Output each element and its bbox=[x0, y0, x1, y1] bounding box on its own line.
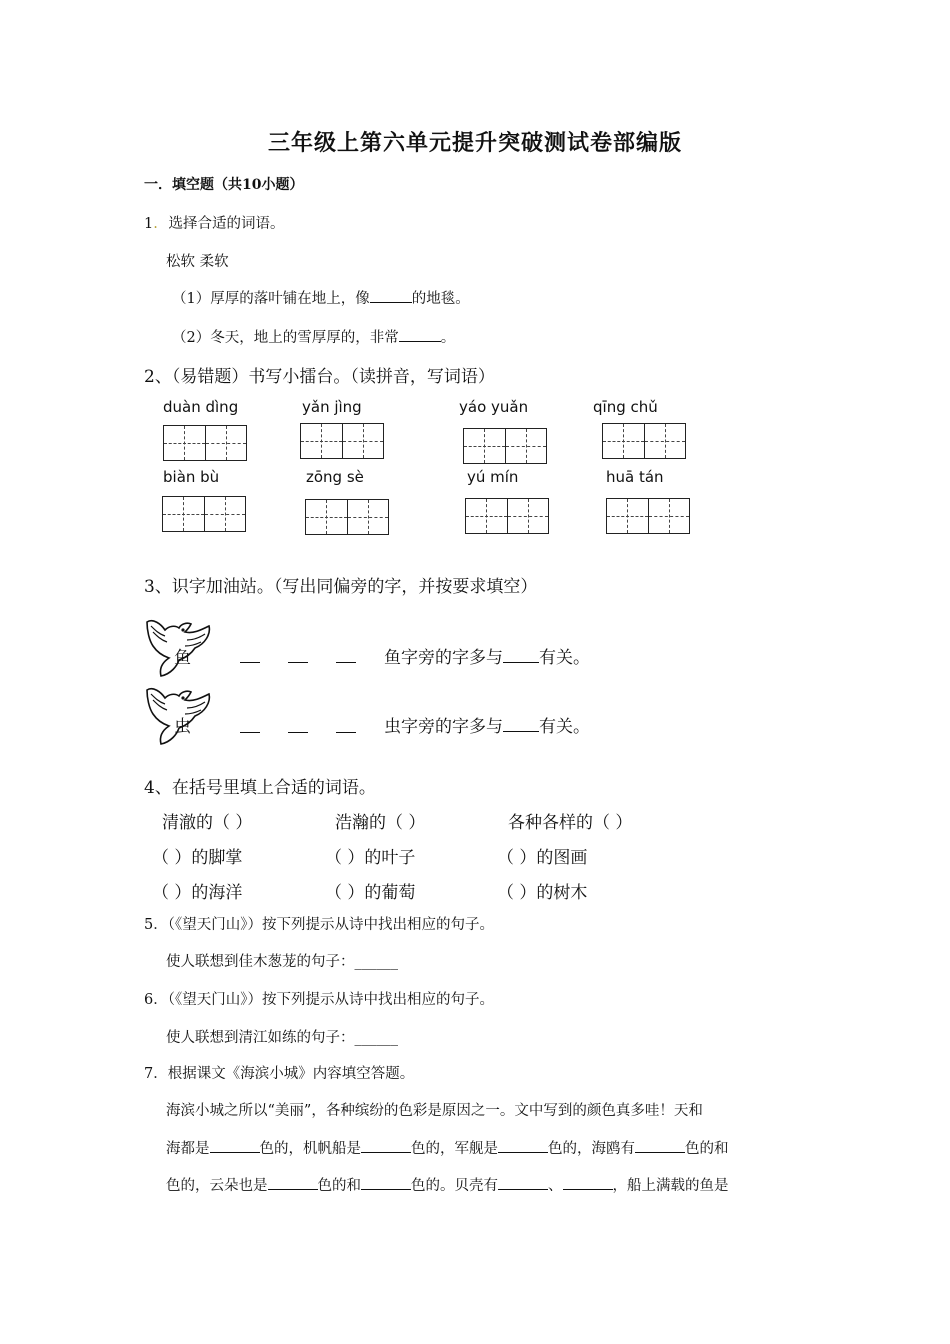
answer-blank[interactable] bbox=[498, 1138, 548, 1153]
answer-blank[interactable] bbox=[240, 662, 260, 663]
answer-blank[interactable] bbox=[288, 732, 308, 733]
word-options: 松软 柔软 bbox=[166, 254, 229, 270]
phrase-item: （ ）的叶子 bbox=[325, 848, 416, 868]
sentence-text: 色的，海鸥有 bbox=[548, 1141, 635, 1157]
radical-character: 鱼 bbox=[174, 648, 191, 668]
question-4-stem: 4、在括号里填上合适的词语。 bbox=[144, 778, 376, 798]
writing-grid[interactable] bbox=[305, 499, 389, 535]
answer-blank[interactable] bbox=[336, 732, 356, 733]
answer-blank[interactable]: ______ bbox=[354, 954, 398, 970]
question-7-line-3 bbox=[166, 1174, 729, 1195]
pinyin-label: huā tán bbox=[606, 468, 664, 486]
answer-blank[interactable] bbox=[288, 662, 308, 663]
answer-blank[interactable] bbox=[503, 714, 539, 732]
pinyin-label: yáo yuǎn bbox=[459, 398, 529, 416]
answer-blank[interactable] bbox=[336, 662, 356, 663]
phrase-item: （ ）的脚掌 bbox=[152, 848, 243, 868]
question-6-line bbox=[166, 1026, 398, 1047]
writing-grid[interactable] bbox=[465, 498, 549, 534]
sentence-text: 使人联想到佳木葱茏的句子： bbox=[166, 954, 355, 970]
sentence-text: 色的和 bbox=[317, 1178, 361, 1194]
phrase-item: 清澈的（ ） bbox=[162, 813, 253, 833]
pinyin-label: qīng chǔ bbox=[593, 398, 658, 416]
question-5-line bbox=[166, 950, 398, 971]
question-7-stem: 7．根据课文《海滨小城》内容填空答题。 bbox=[144, 1066, 415, 1082]
question-dot: . bbox=[153, 216, 158, 232]
sentence-text: 色的，机帆船是 bbox=[259, 1141, 361, 1157]
writing-grid[interactable] bbox=[300, 423, 384, 459]
sentence-text: 有关。 bbox=[539, 717, 590, 737]
question-3-stem: 3、识字加油站。（写出同偏旁的字，并按要求填空） bbox=[144, 577, 538, 597]
phrase-item: （ ）的树木 bbox=[497, 883, 588, 903]
sentence-text: 色的。贝壳有 bbox=[411, 1178, 498, 1194]
sentence-text: 虫字旁的字多与 bbox=[384, 717, 503, 737]
question-number: 1 bbox=[144, 216, 154, 232]
question-2-stem: 2、（易错题）书写小擂台。（读拼音，写词语） bbox=[144, 367, 495, 387]
question-1-sentence-1 bbox=[172, 287, 470, 308]
sentence-text: 鱼字旁的字多与 bbox=[384, 648, 503, 668]
phrase-item: （ ）的图画 bbox=[497, 848, 588, 868]
writing-grid[interactable] bbox=[162, 496, 246, 532]
question-1-stem bbox=[144, 212, 284, 233]
answer-blank[interactable] bbox=[370, 288, 412, 304]
section-heading: 一．填空题（共10小题） bbox=[144, 177, 304, 193]
writing-grid[interactable] bbox=[602, 423, 686, 459]
answer-blank[interactable] bbox=[240, 732, 260, 733]
pinyin-label: duàn dìng bbox=[163, 398, 239, 416]
writing-grid[interactable] bbox=[606, 498, 690, 534]
answer-blank[interactable] bbox=[503, 645, 539, 663]
sentence-text: 有关。 bbox=[539, 648, 590, 668]
answer-blank[interactable] bbox=[563, 1175, 613, 1190]
sentence-text: 的地毯。 bbox=[411, 291, 470, 307]
answer-blank[interactable] bbox=[635, 1138, 685, 1153]
question-7-line-1: 海滨小城之所以“美丽”，各种缤纷的色彩是原因之一。文中写到的颜色真多哇！天和 bbox=[166, 1103, 703, 1119]
page-title: 三年级上第六单元提升突破测试卷部编版 bbox=[267, 130, 682, 156]
answer-blank[interactable]: ______ bbox=[354, 1030, 398, 1046]
sentence-text: 色的和 bbox=[685, 1141, 729, 1157]
phrase-item: 浩瀚的（ ） bbox=[335, 813, 426, 833]
pinyin-label: yú mín bbox=[467, 468, 519, 486]
phrase-item: 各种各样的（ ） bbox=[508, 813, 633, 833]
sentence-text: 色的，军舰是 bbox=[411, 1141, 498, 1157]
question-6-stem: 6．（《望天门山》）按下列提示从诗中找出相应的句子。 bbox=[144, 992, 494, 1008]
sentence-text: 。 bbox=[440, 330, 456, 346]
pinyin-label: biàn bù bbox=[163, 468, 220, 486]
writing-grid[interactable] bbox=[163, 425, 247, 461]
sentence-text: （1）厚厚的落叶铺在地上，像 bbox=[172, 291, 370, 307]
sentence-text: 色的，云朵也是 bbox=[166, 1178, 268, 1194]
sentence-text: 、 bbox=[548, 1178, 563, 1194]
answer-blank[interactable] bbox=[399, 327, 441, 343]
answer-blank[interactable] bbox=[361, 1175, 411, 1190]
question-3-line-1 bbox=[384, 643, 590, 668]
radical-character: 虫 bbox=[174, 717, 191, 737]
question-7-line-2 bbox=[166, 1137, 729, 1158]
pinyin-label: yǎn jìng bbox=[302, 398, 362, 416]
pinyin-label: zōng sè bbox=[306, 468, 364, 486]
answer-blank[interactable] bbox=[268, 1175, 318, 1190]
question-1-sentence-2 bbox=[172, 326, 455, 347]
sentence-text: ，船上满载的鱼是 bbox=[612, 1178, 729, 1194]
phrase-item: （ ）的葡萄 bbox=[325, 883, 416, 903]
phrase-item: （ ）的海洋 bbox=[152, 883, 243, 903]
sentence-text: 海都是 bbox=[166, 1141, 210, 1157]
question-text: 选择合适的词语。 bbox=[168, 216, 285, 232]
question-3-line-2 bbox=[384, 712, 590, 737]
sentence-text: （2）冬天，地上的雪厚厚的，非常 bbox=[172, 330, 399, 346]
answer-blank[interactable] bbox=[210, 1138, 260, 1153]
writing-grid[interactable] bbox=[463, 428, 547, 464]
answer-blank[interactable] bbox=[498, 1175, 548, 1190]
answer-blank[interactable] bbox=[361, 1138, 411, 1153]
question-5-stem: 5．（《望天门山》）按下列提示从诗中找出相应的句子。 bbox=[144, 917, 494, 933]
sentence-text: 使人联想到清江如练的句子： bbox=[166, 1030, 355, 1046]
